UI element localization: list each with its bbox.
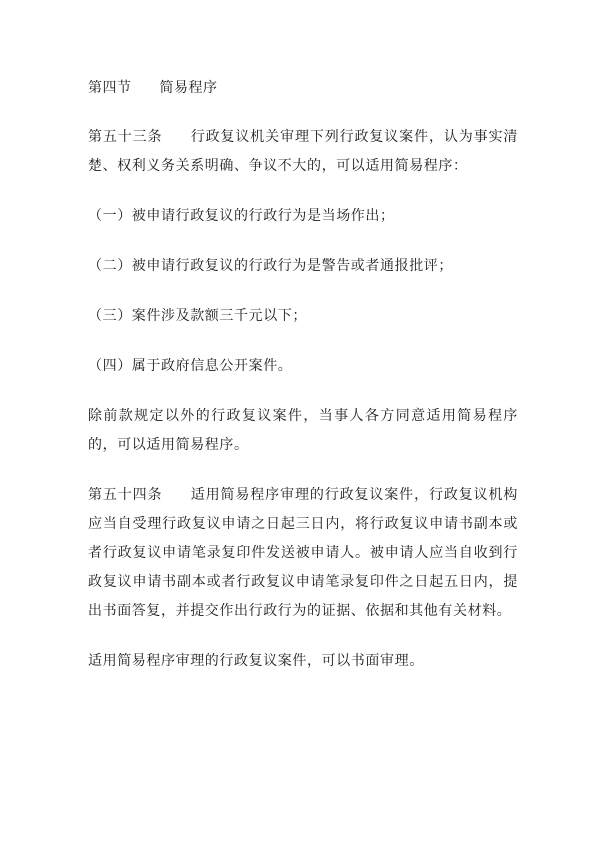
article-54-paragraph <box>88 481 518 626</box>
section-heading <box>88 74 518 102</box>
article-53-number: 第五十三条 <box>88 129 163 145</box>
article-53-item-4: （四）属于政府信息公开案件。 <box>88 358 293 374</box>
section-number: 第四节 <box>88 80 132 96</box>
article-53-item-3: （三）案件涉及款额三千元以下； <box>88 308 307 324</box>
article-54-closing: 适用简易程序审理的行政复议案件，可以书面审理。 <box>88 653 424 669</box>
document-content <box>88 74 518 697</box>
section-title: 简易程序 <box>159 80 218 96</box>
article-54-number: 第五十四条 <box>88 487 163 503</box>
article-53-item-2: （二）被申请行政复议的行政行为是警告或者通报批评； <box>88 258 453 274</box>
article-54-body: 适用简易程序审理的行政复议案件，行政复议机构应当自受理行政复议申请之日起三日内，将行政复议申请书副本或者行政复议申请笔录复印件发送被申请人。被申请人应当自收到行政复议申请书副本或者行政复议申请笔录复印件之日起五日内，提出书面答复，并提交作出行政行为的证据、依据和其他有关材料。 <box>88 487 519 619</box>
article-53-closing: 除前款规定以外的行政复议案件，当事人各方同意适用简易程序的，可以适用简易程序。 <box>88 408 518 453</box>
article-53-item-1: （一）被申请行政复议的行政行为是当场作出； <box>88 208 395 224</box>
article-53-body: 行政复议机关审理下列行政复议案件，认为事实清楚、权利义务关系明确、争议不大的，可以适用简易程序： <box>88 129 519 174</box>
article-53-paragraph <box>88 123 518 181</box>
